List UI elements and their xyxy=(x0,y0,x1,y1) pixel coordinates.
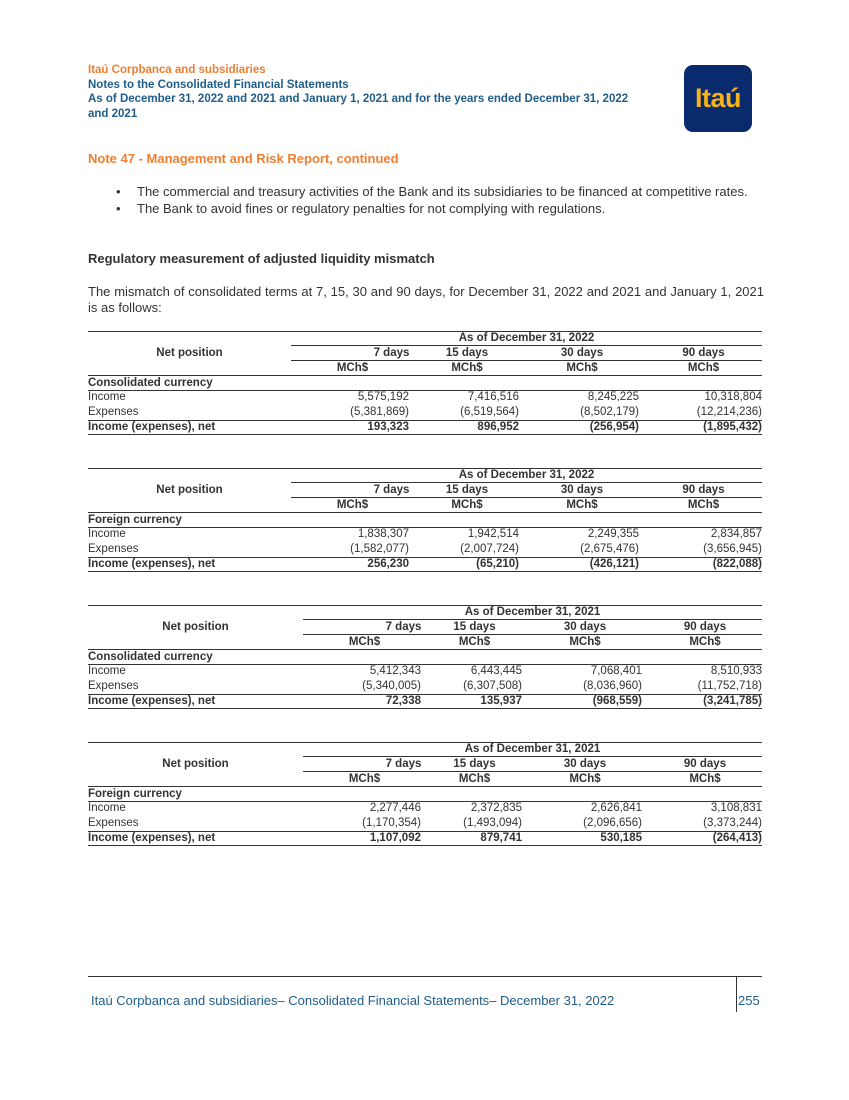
column-unit: MCh$ xyxy=(687,362,720,374)
header-rule xyxy=(291,360,762,361)
column-unit: MCh$ xyxy=(348,636,381,648)
table-cell: (6,519,564) xyxy=(460,406,519,418)
period-heading: As of December 31, 2021 xyxy=(464,606,601,618)
table-cell: (3,656,945) xyxy=(703,543,762,555)
column-header: 30 days xyxy=(563,758,607,770)
row-label: Expenses xyxy=(88,543,139,555)
document-header xyxy=(88,63,688,121)
column-unit: MCh$ xyxy=(687,499,720,511)
column-unit: MCh$ xyxy=(689,636,721,648)
total-cell: 193,323 xyxy=(367,421,409,433)
row-label: Income xyxy=(88,391,126,403)
table-cell: (2,007,724) xyxy=(460,543,519,555)
table-cell: (8,036,960) xyxy=(583,680,642,692)
row-label: Income xyxy=(88,665,126,677)
total-cell: (264,413) xyxy=(712,832,762,844)
table-cell: 3,108,831 xyxy=(710,802,762,814)
page-number: 255 xyxy=(738,993,760,1008)
column-header: 30 days xyxy=(563,621,607,633)
column-unit: MCh$ xyxy=(569,636,601,648)
total-cell: 530,185 xyxy=(600,832,642,844)
row-label: Income xyxy=(88,802,126,814)
table-cell: 7,416,516 xyxy=(467,391,519,403)
table-cell: (5,340,005) xyxy=(362,680,421,692)
column-unit: MCh$ xyxy=(458,636,491,648)
section-label: Consolidated currency xyxy=(88,377,213,389)
column-header: 15 days xyxy=(445,347,489,359)
table-cell: (12,214,236) xyxy=(696,406,762,418)
total-cell: (822,088) xyxy=(712,558,762,570)
liquidity-table xyxy=(88,742,762,862)
table-cell: 2,372,835 xyxy=(470,802,522,814)
section-label: Foreign currency xyxy=(88,788,182,800)
total-bottom-rule xyxy=(88,434,762,435)
table-cell: (2,096,656) xyxy=(583,817,642,829)
header-rule xyxy=(291,497,762,498)
table-cell: (1,170,354) xyxy=(362,817,421,829)
table-cell: (8,502,179) xyxy=(580,406,639,418)
table-cell: (5,381,869) xyxy=(350,406,409,418)
footer-divider-vertical xyxy=(736,976,737,1012)
bullet-item: • The commercial and treasury activities of the Bank and its subsidiaries to be financed at competitive rates. xyxy=(116,184,766,201)
net-position-label: Net position xyxy=(156,347,223,359)
column-unit: MCh$ xyxy=(566,362,598,374)
net-position-label: Net position xyxy=(162,758,229,770)
table-cell: 5,575,192 xyxy=(357,391,409,403)
column-unit: MCh$ xyxy=(566,499,598,511)
total-cell: 72,338 xyxy=(385,695,421,707)
total-label: Income (expenses), net xyxy=(88,421,216,433)
column-header: 90 days xyxy=(682,347,725,359)
column-unit: MCh$ xyxy=(569,773,601,785)
column-unit: MCh$ xyxy=(451,499,483,511)
total-cell: 135,937 xyxy=(480,695,522,707)
total-bottom-rule xyxy=(88,708,762,709)
column-header: 30 days xyxy=(560,484,604,496)
row-label: Expenses xyxy=(88,406,139,418)
total-cell: (426,121) xyxy=(589,558,639,570)
column-unit: MCh$ xyxy=(458,773,491,785)
column-header: 90 days xyxy=(682,484,725,496)
table-cell: 2,249,355 xyxy=(587,528,639,540)
table-cell: (6,307,508) xyxy=(463,680,522,692)
column-header: 7 days xyxy=(373,347,410,359)
company-name: Itaú Corpbanca and subsidiaries xyxy=(88,64,266,76)
column-unit: MCh$ xyxy=(689,773,721,785)
total-cell: 256,230 xyxy=(367,558,409,570)
row-label: Income xyxy=(88,528,126,540)
net-position-label: Net position xyxy=(156,484,223,496)
section-subheading: Regulatory measurement of adjusted liquidity mismatch xyxy=(88,251,435,266)
column-unit: MCh$ xyxy=(336,499,369,511)
table-cell: 8,245,225 xyxy=(587,391,639,403)
table-cell: 10,318,804 xyxy=(704,391,762,403)
column-header: 90 days xyxy=(683,621,727,633)
row-label: Expenses xyxy=(88,817,139,829)
table-cell: 5,412,343 xyxy=(369,665,421,677)
column-unit: MCh$ xyxy=(336,362,369,374)
table-cell: (1,582,077) xyxy=(350,543,409,555)
column-unit: MCh$ xyxy=(451,362,483,374)
total-cell: (256,954) xyxy=(589,421,639,433)
section-label: Foreign currency xyxy=(88,514,182,526)
header-rule xyxy=(303,771,762,772)
column-header: 15 days xyxy=(453,621,496,633)
liquidity-table xyxy=(88,468,762,588)
period-heading: As of December 31, 2022 xyxy=(458,332,595,344)
footer-divider xyxy=(88,976,762,977)
total-cell: 896,952 xyxy=(477,421,519,433)
bullet-list xyxy=(116,184,766,217)
header-subtitle: Notes to the Consolidated Financial Statements xyxy=(88,78,349,91)
table-cell: 1,838,307 xyxy=(357,528,409,540)
logo-text: Itaú xyxy=(694,83,741,113)
table-cell: 7,068,401 xyxy=(590,665,642,677)
total-label: Income (expenses), net xyxy=(88,558,216,570)
period-heading: As of December 31, 2022 xyxy=(458,469,595,481)
column-header: 30 days xyxy=(560,347,604,359)
table-cell: 2,277,446 xyxy=(369,802,421,814)
total-bottom-rule xyxy=(88,571,762,572)
total-cell: 1,107,092 xyxy=(369,832,421,844)
liquidity-table xyxy=(88,605,762,725)
table-cell: (1,493,094) xyxy=(463,817,522,829)
bullet-item: • The Bank to avoid fines or regulatory penalties for not complying with regulations. xyxy=(116,201,766,218)
net-position-label: Net position xyxy=(162,621,229,633)
table-cell: 2,834,857 xyxy=(710,528,762,540)
table-cell: 6,443,445 xyxy=(470,665,522,677)
total-cell: (968,559) xyxy=(592,695,642,707)
header-rule xyxy=(303,634,762,635)
total-cell: (3,241,785) xyxy=(703,695,762,707)
total-label: Income (expenses), net xyxy=(88,695,216,707)
table-cell: 2,626,841 xyxy=(590,802,642,814)
column-header: 7 days xyxy=(373,484,410,496)
total-cell: (65,210) xyxy=(476,558,519,570)
table-cell: 1,942,514 xyxy=(467,528,519,540)
footer-text: Itaú Corpbanca and subsidiaries– Consolidated Financial Statements– December 31, 2022 xyxy=(91,993,615,1008)
table-cell: (2,675,476) xyxy=(580,543,639,555)
intro-paragraph: The mismatch of consolidated terms at 7, 15, 30 and 90 days, for December 31, 2022 and 2021 and January 1, 2021 is as follows: xyxy=(88,284,764,315)
total-cell: 879,741 xyxy=(480,832,522,844)
header-period-cont: and 2021 xyxy=(88,107,138,120)
column-unit: MCh$ xyxy=(348,773,381,785)
column-header: 15 days xyxy=(453,758,496,770)
column-header: 7 days xyxy=(385,758,422,770)
column-header: 7 days xyxy=(385,621,422,633)
header-period: As of December 31, 2022 and 2021 and January 1, 2021 and for the years ended December 31, 2022 xyxy=(88,93,629,105)
table-cell: 8,510,933 xyxy=(710,665,762,677)
column-header: 90 days xyxy=(683,758,727,770)
column-header: 15 days xyxy=(445,484,489,496)
liquidity-table xyxy=(88,331,762,451)
section-label: Consolidated currency xyxy=(88,651,213,663)
total-label: Income (expenses), net xyxy=(88,832,216,844)
total-cell: (1,895,432) xyxy=(703,421,762,433)
note-title: Note 47 - Management and Risk Report, continued xyxy=(88,151,399,166)
table-cell: (11,752,718) xyxy=(697,680,762,692)
period-heading: As of December 31, 2021 xyxy=(464,743,601,755)
table-cell: (3,373,244) xyxy=(703,817,762,829)
itau-logo xyxy=(684,65,752,132)
total-bottom-rule xyxy=(88,845,762,846)
row-label: Expenses xyxy=(88,680,139,692)
